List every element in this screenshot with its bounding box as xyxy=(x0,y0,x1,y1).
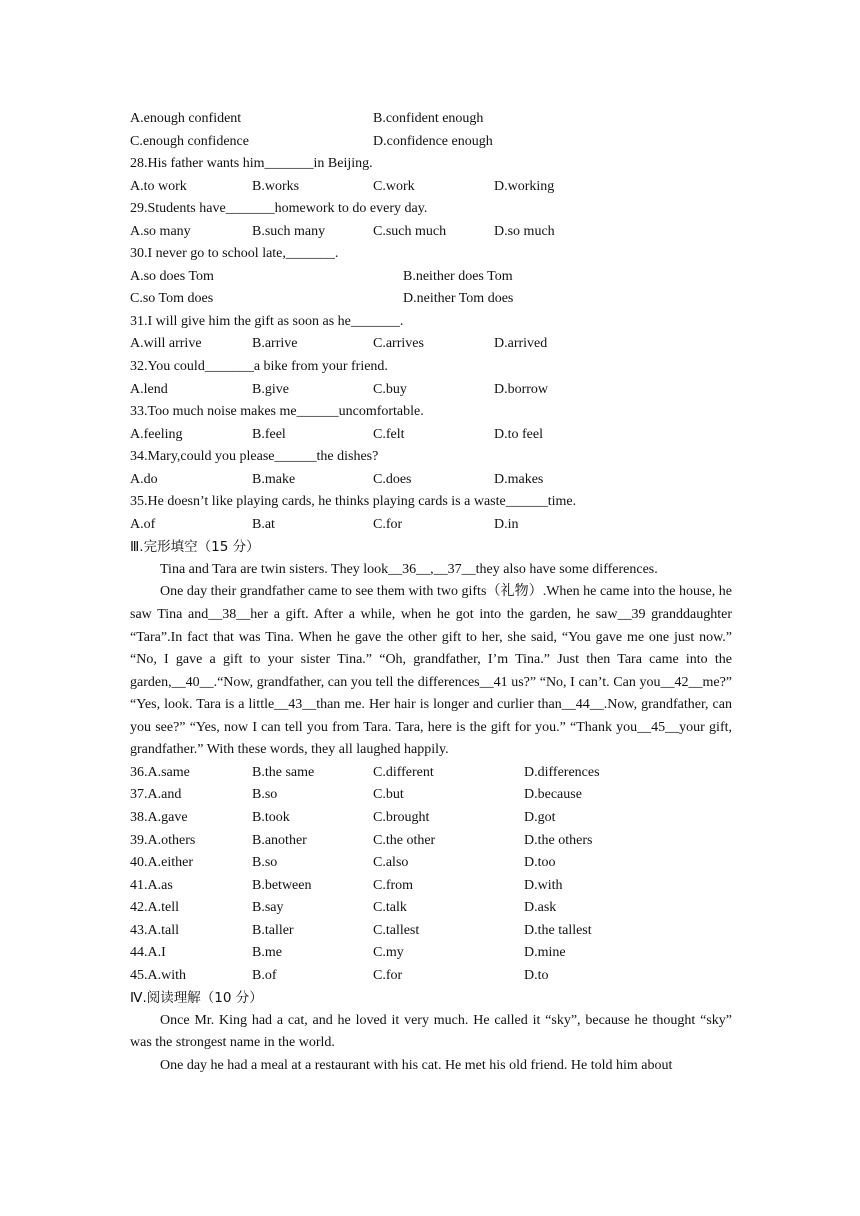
option: 38.A.gave xyxy=(130,809,188,825)
option-row xyxy=(130,221,732,244)
option: D.the tallest xyxy=(524,922,592,938)
option-row xyxy=(130,424,732,447)
paragraph: One day their grandfather came to see them with two gifts（礼物）.When he came into the house, he saw Tina and__38__her a gift. After a while, when he got into the garden, he saw__39 granddaughter “Tara”.In fact that was Tina. When he gave the other gift to her, she said, “You gave me one just now.” “No, I gave a gift to your sister Tina.” “Oh, grandfather, I’m Tina.” Just then Tara came into the garden,__40__.“Now, grandfather, can you tell the differences__41 us?” “No, I can’t. Can you__42__me?” “Yes, look. Tara is a little__43__than me. Her hair is longer and curlier than__44__.Now, grandfather, can you see?” “Yes, now I can tell you from Tara. Tara, here is the gift for you.” “Thank you__45__your gift, grandfather.” With these words, they all laughed happily. xyxy=(130,584,732,758)
option: C.enough confidence xyxy=(130,133,249,149)
option: C.also xyxy=(373,855,409,871)
option: D.in xyxy=(494,516,519,532)
option: C.but xyxy=(373,787,404,803)
option-row xyxy=(130,830,732,853)
option: B.at xyxy=(252,516,275,532)
option-row xyxy=(130,875,732,898)
option: B.the same xyxy=(252,764,315,780)
option: C.brought xyxy=(373,809,430,825)
option: D.to feel xyxy=(494,426,543,442)
question-stem: 30.I never go to school late,_______. xyxy=(130,246,339,262)
option: C.does xyxy=(373,471,412,487)
option-row xyxy=(130,469,732,492)
option: B.neither does Tom xyxy=(403,268,513,284)
option-row xyxy=(130,965,732,988)
paragraph: Tina and Tara are twin sisters. They look__36__,__37__they also have some differences. xyxy=(160,561,658,577)
option: C.different xyxy=(373,764,434,780)
option: A.feeling xyxy=(130,426,183,442)
option: B.arrive xyxy=(252,336,298,352)
option: B.so xyxy=(252,855,278,871)
question-stem: 31.I will give him the gift as soon as he_______. xyxy=(130,313,404,329)
option: D.makes xyxy=(494,471,544,487)
question-stem: 35.He doesn’t like playing cards, he thinks playing cards is a waste______time. xyxy=(130,494,577,510)
option: D.confidence enough xyxy=(373,133,493,149)
section-title: Ⅳ.阅读理解（10 分） xyxy=(130,990,263,1007)
option-row xyxy=(130,379,732,402)
question-stem: 33.Too much noise makes me______uncomfortable. xyxy=(130,404,424,420)
option: D.mine xyxy=(524,945,566,961)
option: A.so many xyxy=(130,223,191,239)
option: B.such many xyxy=(252,223,326,239)
option: C.my xyxy=(373,945,404,961)
option: B.so xyxy=(252,787,278,803)
option: C.from xyxy=(373,877,414,893)
question-stem: 34.Mary,could you please______the dishes? xyxy=(130,449,379,465)
option: D.differences xyxy=(524,764,600,780)
option: A.lend xyxy=(130,381,168,397)
option: A.so does Tom xyxy=(130,268,214,284)
option: D.got xyxy=(524,809,556,825)
option: B.say xyxy=(252,900,284,916)
option: D.borrow xyxy=(494,381,549,397)
question-stem: 29.Students have_______homework to do every day. xyxy=(130,201,428,217)
option: 36.A.same xyxy=(130,764,190,780)
option: A.of xyxy=(130,516,156,532)
option: D.arrived xyxy=(494,336,548,352)
option: A.will arrive xyxy=(130,336,202,352)
option-row xyxy=(130,514,732,537)
option: B.feel xyxy=(252,426,286,442)
option-row xyxy=(130,807,732,830)
option: A.do xyxy=(130,471,158,487)
option: B.of xyxy=(252,967,277,983)
option: D.working xyxy=(494,178,555,194)
option-row xyxy=(130,762,732,785)
reading-passage xyxy=(130,1010,732,1078)
option-row xyxy=(130,920,732,943)
option: 45.A.with xyxy=(130,967,186,983)
option: A.enough confident xyxy=(130,111,242,126)
section-title: Ⅲ.完形填空（15 分） xyxy=(130,539,260,556)
option: C.for xyxy=(373,516,403,532)
option-row xyxy=(130,333,732,356)
exam-page xyxy=(130,108,732,1078)
option: C.felt xyxy=(373,426,405,442)
question-stem: 28.His father wants him_______in Beijing. xyxy=(130,156,373,172)
option: B.another xyxy=(252,832,307,848)
option: D.too xyxy=(524,855,556,871)
option: C.tallest xyxy=(373,922,420,938)
option: D.neither Tom does xyxy=(403,291,514,307)
option: B.took xyxy=(252,809,290,825)
option: D.the others xyxy=(524,832,593,848)
option-row xyxy=(130,942,732,965)
option: B.make xyxy=(252,471,296,487)
option: B.give xyxy=(252,381,289,397)
option: 39.A.others xyxy=(130,832,196,848)
option-row xyxy=(130,288,732,311)
option: 40.A.either xyxy=(130,855,193,871)
paragraph: Once Mr. King had a cat, and he loved it very much. He called it “sky”, because he thought “sky” was the strongest name in the world. xyxy=(130,1012,732,1051)
paragraph: One day he had a meal at a restaurant with his cat. He met his old friend. He told him about xyxy=(160,1057,673,1073)
option: C.work xyxy=(373,178,415,194)
option: C.so Tom does xyxy=(130,291,214,307)
option: C.arrives xyxy=(373,336,424,352)
option: 41.A.as xyxy=(130,877,173,893)
option: A.to work xyxy=(130,178,187,194)
option: D.to xyxy=(524,967,549,983)
option: B.confident enough xyxy=(373,111,484,126)
option: B.works xyxy=(252,178,300,194)
option-row xyxy=(130,108,732,131)
option: B.taller xyxy=(252,922,294,938)
option: C.talk xyxy=(373,900,407,916)
cloze-passage xyxy=(130,559,732,762)
option-row xyxy=(130,897,732,920)
option: C.the other xyxy=(373,832,436,848)
option: B.between xyxy=(252,877,312,893)
option: C.buy xyxy=(373,381,407,397)
option: 37.A.and xyxy=(130,787,182,803)
option: C.such much xyxy=(373,223,447,239)
option-row xyxy=(130,784,732,807)
option: B.me xyxy=(252,945,282,961)
option-row xyxy=(130,176,732,199)
option-row xyxy=(130,131,732,154)
cloze-options xyxy=(130,762,732,987)
option: C.for xyxy=(373,967,403,983)
option: 43.A.tall xyxy=(130,922,179,938)
option: D.ask xyxy=(524,900,557,916)
option: D.with xyxy=(524,877,563,893)
option-row xyxy=(130,266,732,289)
question-stem: 32.You could_______a bike from your friend. xyxy=(130,359,388,375)
option: D.because xyxy=(524,787,582,803)
option: 44.A.I xyxy=(130,945,166,961)
option: 42.A.tell xyxy=(130,900,179,916)
option-row xyxy=(130,852,732,875)
option: D.so much xyxy=(494,223,555,239)
